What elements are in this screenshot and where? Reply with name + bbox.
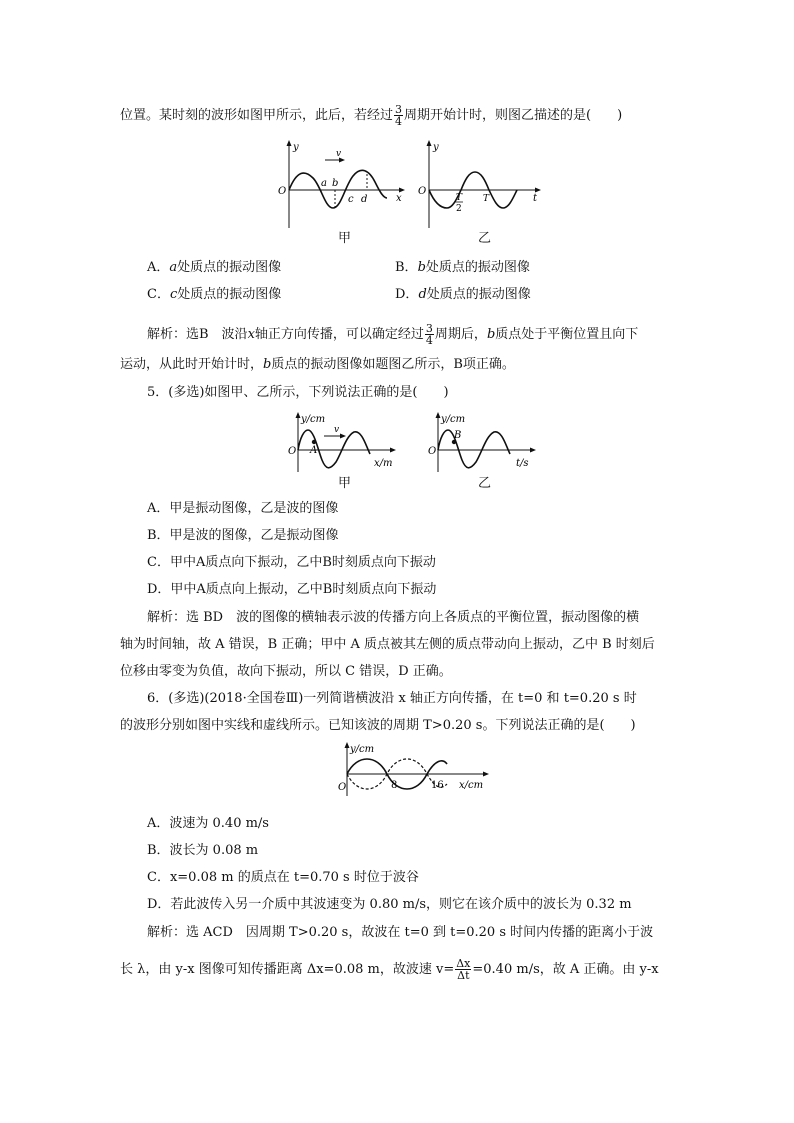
origin-label: O — [428, 446, 437, 457]
t-axis-label: t — [533, 193, 538, 204]
point-b-label: B — [454, 430, 462, 441]
q4-analysis-line2: 运动，从此时开始计时，b质点的振动图像如题图乙所示，B项正确。 — [120, 357, 515, 372]
q5-option-c: C．甲中A质点向下振动，乙中B时刻质点向下振动 — [147, 555, 436, 570]
q6-option-b: B．波长为 0.08 m — [147, 843, 259, 858]
x-axis-label: x/m — [374, 458, 393, 469]
y-axis-label: y — [293, 142, 299, 153]
q6-figure — [335, 740, 495, 800]
q4-stem-a: 位置。某时刻的波形如图甲所示，此后，若经过 — [120, 108, 394, 123]
velocity-label: v — [334, 425, 340, 435]
q5-option-d: D．甲中A质点向上振动，乙中B时刻质点向下振动 — [147, 582, 437, 597]
origin-label: O — [418, 186, 427, 197]
q6-option-c: C．x=0.08 m 的质点在 t=0.70 s 时位于波谷 — [147, 870, 419, 885]
point-d-label: d — [361, 194, 368, 205]
q4-stem — [120, 104, 622, 127]
t-axis-label: t/s — [516, 458, 529, 469]
y-axis-label: y/cm — [301, 414, 326, 425]
q6-option-a: A．波速为 0.40 m/s — [147, 816, 269, 831]
origin-label: O — [338, 782, 347, 793]
q5-figure-yi — [424, 410, 540, 480]
q6-option-d: D．若此波传入另一介质中其波速变为 0.80 m/s，则它在该介质中的波长为 0.32 m — [147, 897, 632, 912]
t-full-label: T — [483, 194, 490, 204]
q6-stem-line2: 的波形分别如图中实线和虚线所示。已知该波的周期 T>0.20 s。下列说法正确的是( ) — [120, 718, 636, 733]
q4-option-d: D．d处质点的振动图像 — [395, 287, 531, 302]
q5-analysis-line3: 位移由零变为负值，故向下振动，所以 C 错误，D 正确。 — [120, 664, 452, 679]
y-axis-label: y — [433, 142, 439, 153]
q4-option-a: A．a处质点的振动图像 — [147, 260, 282, 275]
point-b-label: b — [332, 178, 339, 189]
origin-label: O — [278, 186, 287, 197]
x-axis-label: x — [396, 193, 402, 204]
t-half-numerator: T — [456, 193, 463, 203]
q4-option-c: C．c处质点的振动图像 — [147, 287, 282, 302]
q5-figure-jia — [284, 410, 400, 480]
fraction-3-4: $\frac{3}{4}$ — [425, 322, 433, 347]
q4-fig-jia-caption: 甲 — [338, 231, 352, 246]
tick-label-16: 16 — [431, 780, 444, 791]
q6-analysis-line1: 解析：选 ACD 因周期 T>0.20 s，故波在 t=0 到 t=0.20 s 时间内传播的距离小于波 — [147, 925, 654, 940]
q5-analysis-line2: 轴为时间轴，故 A 错误，B 正确；甲中 A 质点被其左侧的质点带动向上振动，乙中 B 时刻后 — [120, 637, 655, 652]
q6-stem-line1: 6．(多选)(2018·全国卷Ⅲ)一列简谐横波沿 x 轴正方向传播，在 t=0 和 t=0.20 s 时 — [147, 691, 637, 706]
point-a-label: a — [321, 178, 327, 189]
q6-analysis-line2: 长 λ，由 y-x 图像可知传播距离 Δx=0.08 m，故波速 v= $\frac{\Delta x}{\Delta t}$ =0.40 m/s，故 A 正确。由 y-x — [120, 957, 659, 982]
fraction-3-4: $\frac{3}{4}$ — [395, 103, 403, 128]
q4-fig-yi-caption: 乙 — [478, 231, 492, 246]
q5-option-a: A．甲是振动图像，乙是波的图像 — [147, 501, 339, 516]
q4-stem-b: 周期开始计时，则图乙描述的是( ) — [404, 108, 623, 123]
q4-option-b: B．b处质点的振动图像 — [395, 260, 530, 275]
velocity-label: v — [336, 149, 342, 159]
q5-fig-jia-caption: 甲 — [338, 476, 352, 491]
t-half-denominator: 2 — [456, 204, 462, 214]
tick-label-8: 8 — [391, 780, 398, 791]
point-c-label: c — [348, 194, 354, 205]
y-axis-label: y/cm — [350, 744, 375, 755]
q5-fig-yi-caption: 乙 — [478, 476, 492, 491]
q5-analysis-line1: 解析：选 BD 波的图像的横轴表示波的传播方向上各质点的平衡位置，振动图像的横 — [147, 610, 640, 625]
q5-option-b: B．甲是波的图像，乙是振动图像 — [147, 528, 339, 543]
y-axis-label: y/cm — [441, 414, 466, 425]
fraction-dx-dt: $\frac{\Delta x}{\Delta t}$ — [456, 957, 471, 982]
q4-analysis-line1: 解析：选B 波沿x轴正方向传播，可以确定经过 $\frac{3}{4}$ 周期后，b质点处于平衡位置且向下 — [147, 322, 639, 347]
origin-label: O — [288, 446, 297, 457]
point-a-label: A — [310, 445, 318, 456]
q5-stem: 5．(多选)如图甲、乙所示，下列说法正确的是( ) — [147, 385, 449, 400]
x-axis-label: x/cm — [459, 780, 484, 791]
